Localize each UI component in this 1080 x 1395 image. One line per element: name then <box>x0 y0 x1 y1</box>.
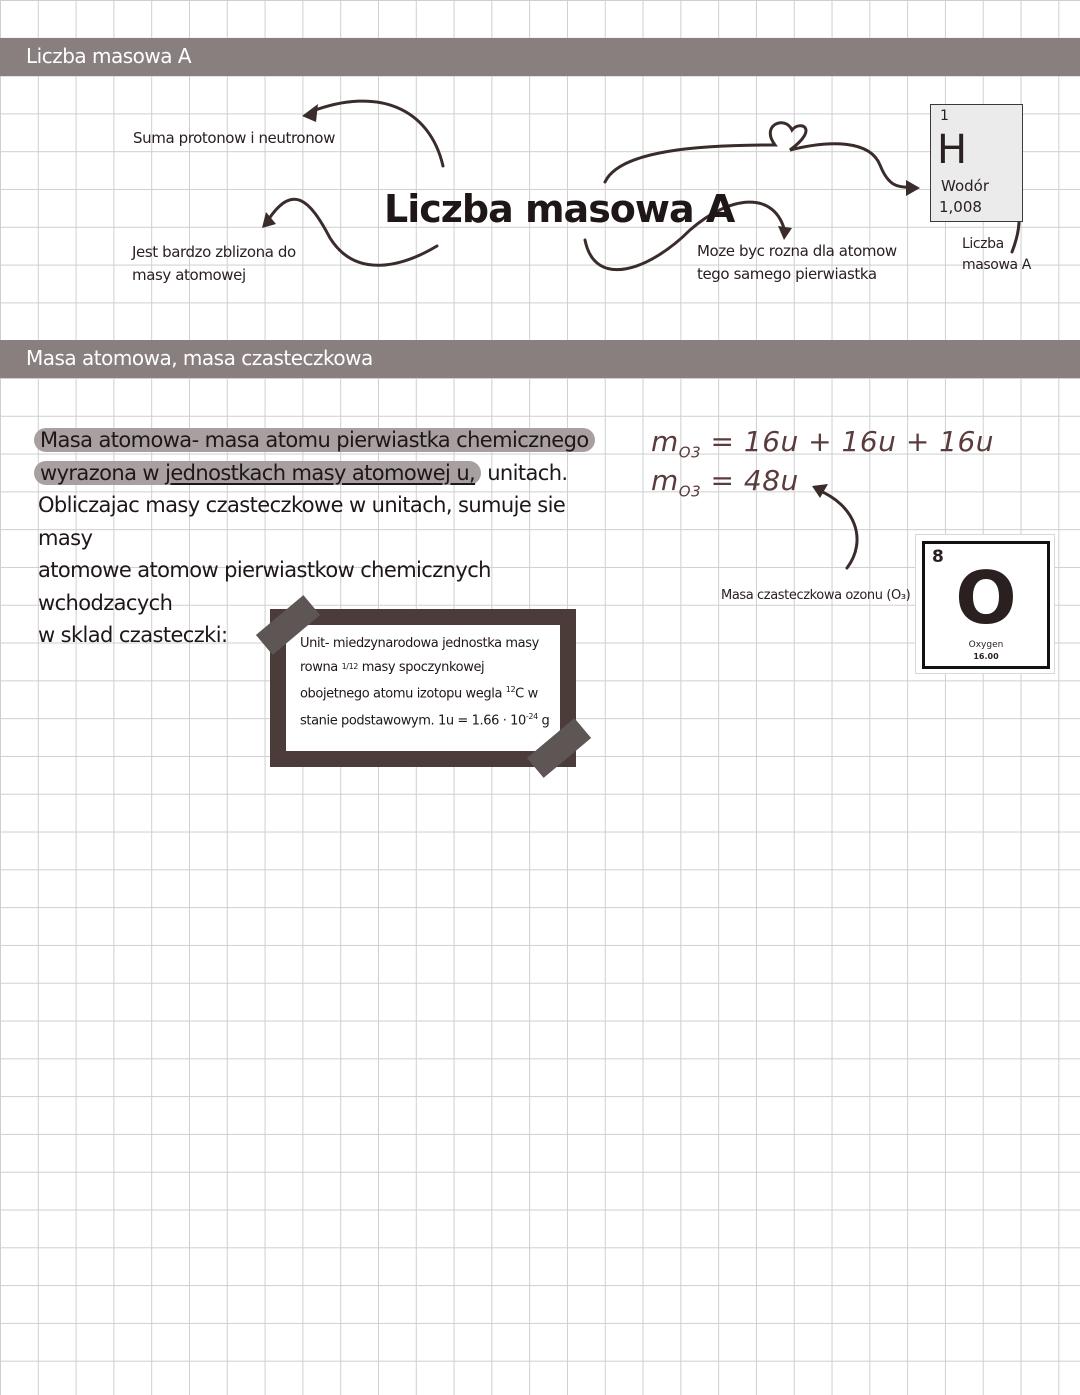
unit-line1: Unit- miedzynarodowa jednostka masy <box>300 636 539 651</box>
unit-definition-text <box>300 633 552 733</box>
element-name: Wodór <box>941 177 989 195</box>
note-close-to-atomic-mass-line1: Jest bardzo zblizona do <box>132 243 296 261</box>
formula-result: = 48u <box>701 464 799 497</box>
curve-arrow-ozone <box>818 490 857 568</box>
curve-arrow-heart <box>605 123 915 188</box>
unit-line4-a: stanie podstawowym. 1u = 1.66 · 10 <box>300 713 526 729</box>
arrowhead-top-left <box>302 104 318 122</box>
element-mass: 1,008 <box>939 198 982 216</box>
formula-m: m <box>651 464 679 497</box>
atomic-number: 1 <box>940 108 949 124</box>
unit-definition-box <box>270 609 576 767</box>
note-isotopes-line1: Moze byc rozna dla atomow <box>697 242 897 260</box>
note-mass-number-label-line2: masowa A <box>962 257 1031 273</box>
unit-definition-inner <box>286 625 560 751</box>
oxygen-card-border <box>922 541 1050 669</box>
section-title: Masa atomowa, masa czasteczkowa <box>26 346 373 370</box>
paragraph-line5: w sklad czasteczki: <box>38 623 228 647</box>
formula-subscript: O3 <box>678 443 702 462</box>
note-ozone-mass: Masa czasteczkowa ozonu (O₃) <box>721 588 911 603</box>
note-close-to-atomic-mass-line2: masy atomowej <box>132 266 246 284</box>
note-mass-number-label-line1: Liczba <box>962 236 1004 252</box>
unit-line4-b: g <box>537 713 550 729</box>
unit-line2 <box>300 656 552 680</box>
atomic-number: 8 <box>932 547 944 567</box>
fraction-one-twelfth: 1/12 <box>341 661 358 671</box>
paragraph-line4: atomowe atomow pierwiastkow chemicznych wchodzacych <box>38 558 491 615</box>
main-title: Liczba masowa A <box>384 187 735 231</box>
paragraph-line3: Obliczajac masy czasteczkowe w unitach, sumuje sie masy <box>38 493 566 550</box>
unit-line2-b: masy spoczynkowej <box>357 659 485 675</box>
element-symbol: H <box>937 127 968 173</box>
formula-subscript: O3 <box>678 482 702 501</box>
isotope-mass-number: 12 <box>505 685 516 694</box>
unit-line4 <box>300 706 552 733</box>
element-mass: 16.00 <box>973 652 999 661</box>
note-isotopes-line2: tego samego pierwiastka <box>697 265 877 283</box>
highlighted-definition-line1: Masa atomowa- masa atomu pierwiastka chemicznego <box>34 428 595 452</box>
highlight-text-a: wyrazona w <box>40 460 166 485</box>
unit-line3-a: obojetnego atomu izotopu wegla <box>300 686 506 702</box>
section-banner-atomic-mass <box>0 340 1080 378</box>
highlighted-definition-line2 <box>34 461 481 485</box>
element-name: Oxygen <box>968 640 1004 650</box>
isotope-symbol: C w <box>515 686 538 702</box>
formula-m: m <box>651 425 679 458</box>
oxygen-element-card <box>916 535 1054 673</box>
section-title: Liczba masowa A <box>26 44 192 68</box>
arrowhead-heart <box>906 180 920 196</box>
unit-line2-a: rowna <box>300 659 342 675</box>
formula-line2 <box>651 464 799 501</box>
arrowhead-right <box>778 226 792 240</box>
paragraph-line2-rest: unitach. <box>481 460 568 485</box>
unit-line3 <box>300 679 552 706</box>
underlined-unit-text: jednostkach masy atomowej u, <box>165 460 476 485</box>
arrowhead-ozone <box>812 484 828 498</box>
exponent: -24 <box>525 711 538 721</box>
note-protons-neutrons: Suma protonow i neutronow <box>133 129 335 147</box>
formula-line1 <box>651 425 994 462</box>
formula-sum: = 16u + 16u + 16u <box>701 425 995 458</box>
element-symbol: O <box>955 556 1017 640</box>
hydrogen-element-card <box>930 104 1023 222</box>
